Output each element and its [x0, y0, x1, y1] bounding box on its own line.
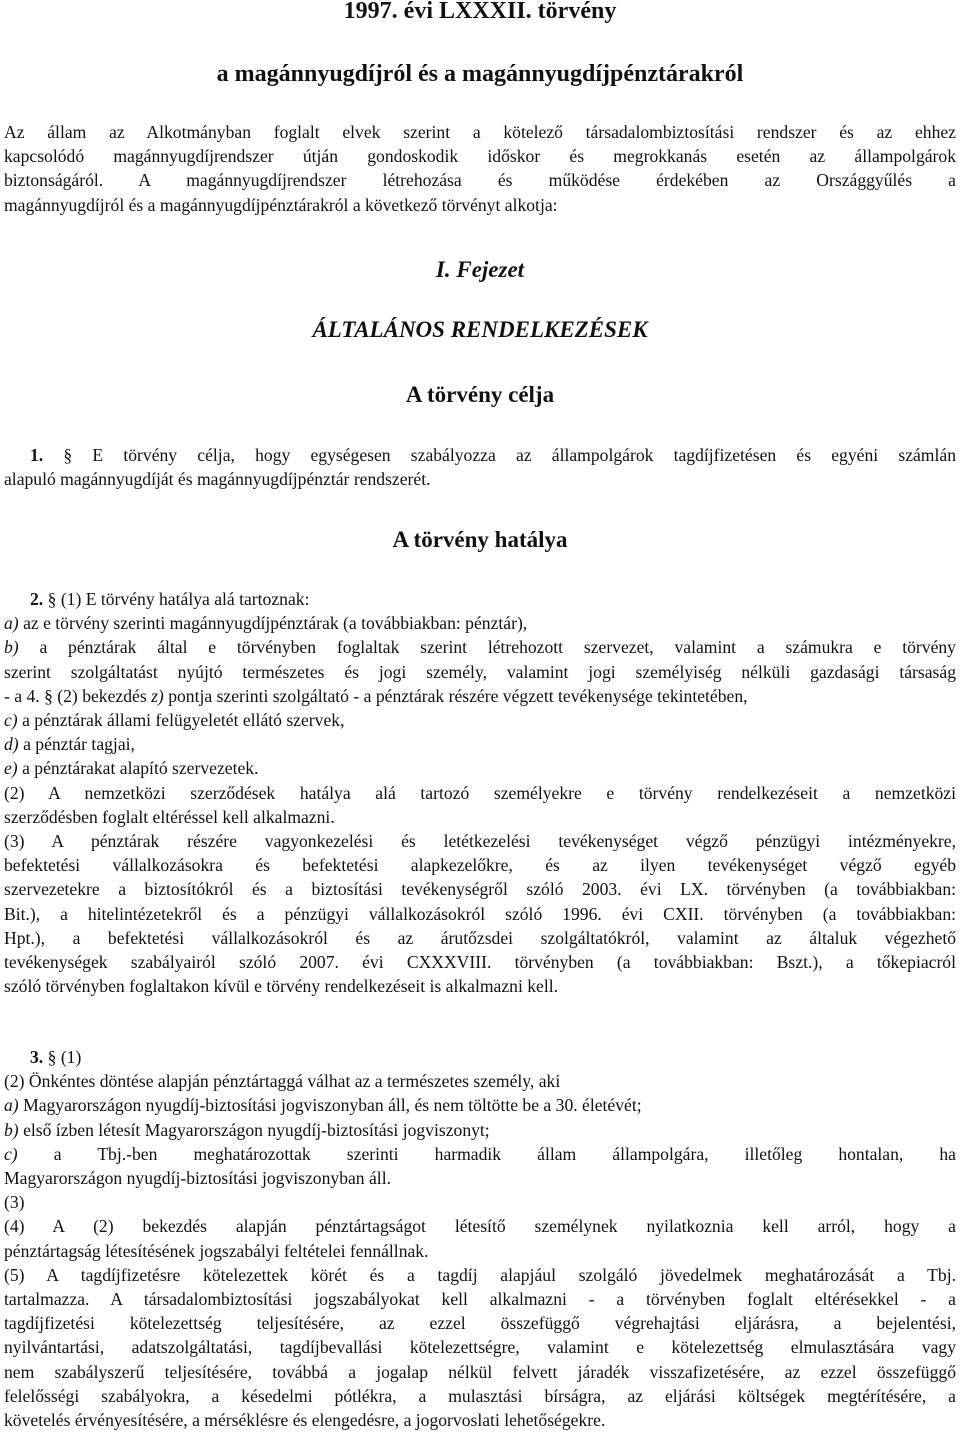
list-text: a pénztárakat alapító szervezetek.: [22, 758, 259, 779]
list-marker: b): [4, 1119, 19, 1140]
paragraph-line: nem szabályszerű teljesítésére, továbbá a jogalap nélkül felvett járadék visszafizetésére, az ezzel összefüggő: [4, 1361, 956, 1382]
list-text: a pénztárak állami felügyeletét ellátó szervek,: [22, 710, 345, 731]
list-text: Magyarországon nyugdíj-biztosítási jogviszonyban áll, és nem töltötte be a 30. életévét;: [23, 1095, 642, 1116]
paragraph-line: [4, 587, 956, 611]
list-item: [4, 1118, 956, 1142]
section-sign: §: [63, 445, 73, 465]
list-marker: c): [4, 710, 18, 731]
list-text: első ízben létesít Magyarországon nyugdíj-biztosítási jogviszonyt;: [23, 1119, 490, 1140]
paragraph-line: Bit.), a hitelintézetekről és a pénzügyi vállalkozásokról szóló 1996. évi CXII. törvényben (a továbbiakban:: [4, 903, 956, 924]
list-item: [4, 732, 956, 756]
list-item: [4, 1142, 956, 1166]
preamble-line: magánnyugdíjról és a magánnyugdíjpénztárakról a következő törvényt alkotja:: [4, 194, 558, 215]
paragraph-line: szerint szolgáltatást nyújtó természetes és jogi személy, valamint jogi személyiség nélküli gazdasági társaság: [4, 661, 956, 682]
list-item: [4, 756, 956, 780]
chapter-number: I. Fejezet: [435, 257, 525, 282]
paragraph-line: pénztártagság létesítésének jogszabályi feltételei fennállnak.: [4, 1240, 429, 1261]
list-marker: b): [4, 637, 19, 658]
chapter-title: ÁLTALÁNOS RENDELKEZÉSEK: [312, 317, 648, 342]
list-marker: z): [151, 685, 164, 706]
paragraph-text: (1) E törvény hatálya alá tartoznak:: [60, 589, 310, 609]
list-marker: e): [4, 758, 18, 779]
paragraph-line: [4, 684, 956, 708]
paragraph-line: [4, 443, 956, 467]
text-fragment: pontja szerinti szolgáltató - a pénztárak részére végzett tevékenysége tekintetében,: [168, 685, 748, 706]
text-fragment: (2) bekezdés: [57, 685, 147, 706]
section-number: 1.: [30, 445, 44, 465]
section-title-scope: A törvény hatálya: [392, 527, 568, 552]
preamble-line: biztonságáról. A magánnyugdíjrendszer létrehozása és működése érdekében az Országgyűlés a: [4, 170, 956, 191]
section-sign: §: [47, 1047, 57, 1067]
preamble-line: Az állam az Alkotmányban foglalt elvek szerint a kötelező társadalombiztosítási rendszer és az ehhez: [4, 122, 956, 142]
paragraph-line: szóló törvényben foglaltakon kívül e törvény rendelkezéseit is alkalmazni kell.: [4, 976, 559, 997]
paragraph-text: (1): [60, 1047, 82, 1067]
paragraph-text: E törvény célja, hogy egységesen szabályozza az állampolgárok tagdíjfizetésen és egyéni számlán: [92, 445, 956, 465]
section-sign: §: [44, 685, 53, 706]
section-number: 2.: [30, 589, 44, 609]
list-text: az e törvény szerinti magánnyugdíjpénztárak (a továbbiakban: pénztár),: [23, 613, 528, 634]
paragraph-line: befektetési vállalkozásokra és befektetési alapkezelőkre, és az ilyen tevékenységet végző egyéb: [4, 855, 956, 876]
list-marker: a): [4, 613, 19, 634]
law-subtitle: a magánnyugdíjról és a magánnyugdíjpénztárakról: [216, 61, 744, 87]
list-item: [4, 611, 956, 635]
paragraph-line: (3) A pénztárak részére vagyonkezelési és letétkezelési tevékenységet végző pénzügyi intézményekre,: [4, 831, 956, 852]
paragraph-line: (2) A nemzetközi szerződések hatálya alá tartozó személyekre e törvény rendelkezéseit a nemzetközi: [4, 782, 956, 803]
paragraph-line: szerződésben foglalt eltéréssel kell alkalmazni.: [4, 806, 335, 827]
paragraph-line: (5) A tagdíjfizetésre kötelezettek körét és a tagdíj alapjául szolgáló jövedelmek meghatározását a Tbj.: [4, 1264, 956, 1285]
section-3: [4, 1045, 956, 1432]
paragraph-line: szervezetekre a biztosítókról és a biztosítási tevékenységről szóló 2003. évi LX. törvényben (a továbbiakban:: [4, 879, 956, 900]
paragraph-line: (4) A (2) bekezdés alapján pénztártagságot létesítő személynek nyilatkoznia kell arról, hogy a: [4, 1216, 956, 1237]
paragraph-line: (2) Önkéntes döntése alapján pénztártaggá válhat az a természetes személy, aki: [4, 1071, 561, 1092]
paragraph-line: alapuló magánnyugdíját és magánnyugdíjpénztár rendszerét.: [4, 469, 431, 490]
section-2: [4, 587, 956, 998]
list-marker: a): [4, 1095, 19, 1116]
paragraph-line: Hpt.), a befektetési vállalkozásokról és az árutőzsdei szolgáltatókról, valamint az általuk végezhető: [4, 927, 956, 948]
paragraph-line: tartalmazza. A társadalombiztosítási jogszabályokat kell alkalmazni - a törvényben foglalt eltérésekkel - a: [4, 1289, 956, 1310]
section-sign: §: [47, 589, 57, 609]
list-text: a pénztár tagjai,: [23, 734, 135, 755]
list-marker: c): [4, 1143, 18, 1164]
list-item: [4, 1093, 956, 1117]
paragraph-line: (3): [4, 1192, 25, 1213]
paragraph-line: követelés érvényesítésére, a mérséklésre és elengedésre, a jogorvoslati lehetőségekre.: [4, 1410, 606, 1431]
list-marker: d): [4, 734, 19, 755]
list-text: a Tbj.-ben meghatározottak szerinti harmadik állam állampolgára, illetőleg hontalan, ha: [53, 1143, 956, 1164]
text-fragment: - a 4.: [4, 685, 40, 706]
preamble: [4, 120, 956, 217]
paragraph-line: Magyarországon nyugdíj-biztosítási jogviszonyban áll.: [4, 1168, 391, 1189]
preamble-line: kapcsolódó magánnyugdíjrendszer útján gondoskodik időskor és megrokkanás esetén az állampolgárok: [4, 146, 956, 167]
list-item: [4, 635, 956, 659]
paragraph-line: [4, 1045, 956, 1069]
paragraph-line: tagdíjfizetési kötelezettség teljesítésére, az ezzel összefüggő végrehajtási eljárásra, a bejelentési,: [4, 1313, 956, 1334]
paragraph-line: felelősségi szabályokra, a késedelmi pótlékra, a mulasztási bírságra, az eljárási költségek megtérítésére, a: [4, 1385, 956, 1406]
section-1: [4, 443, 956, 491]
list-item: [4, 708, 956, 732]
paragraph-line: tevékenységek szabályairól szóló 2007. évi CXXXVIII. törvényben (a továbbiakban: Bszt.), a tőkepiacról: [4, 952, 956, 973]
paragraph-line: nyilvántartási, adatszolgáltatási, tagdíjbevallási kötelezettségre, valamint e kötelezettség elmulasztására vagy: [4, 1337, 956, 1358]
list-text: a pénztárak által e törvényben foglaltak szerint létrehozott szervezet, valamint a számukra e törvény: [39, 637, 956, 658]
law-title: 1997. évi LXXXII. törvény: [343, 0, 617, 24]
section-number: 3.: [30, 1047, 44, 1067]
section-title-purpose: A törvény célja: [405, 382, 555, 407]
